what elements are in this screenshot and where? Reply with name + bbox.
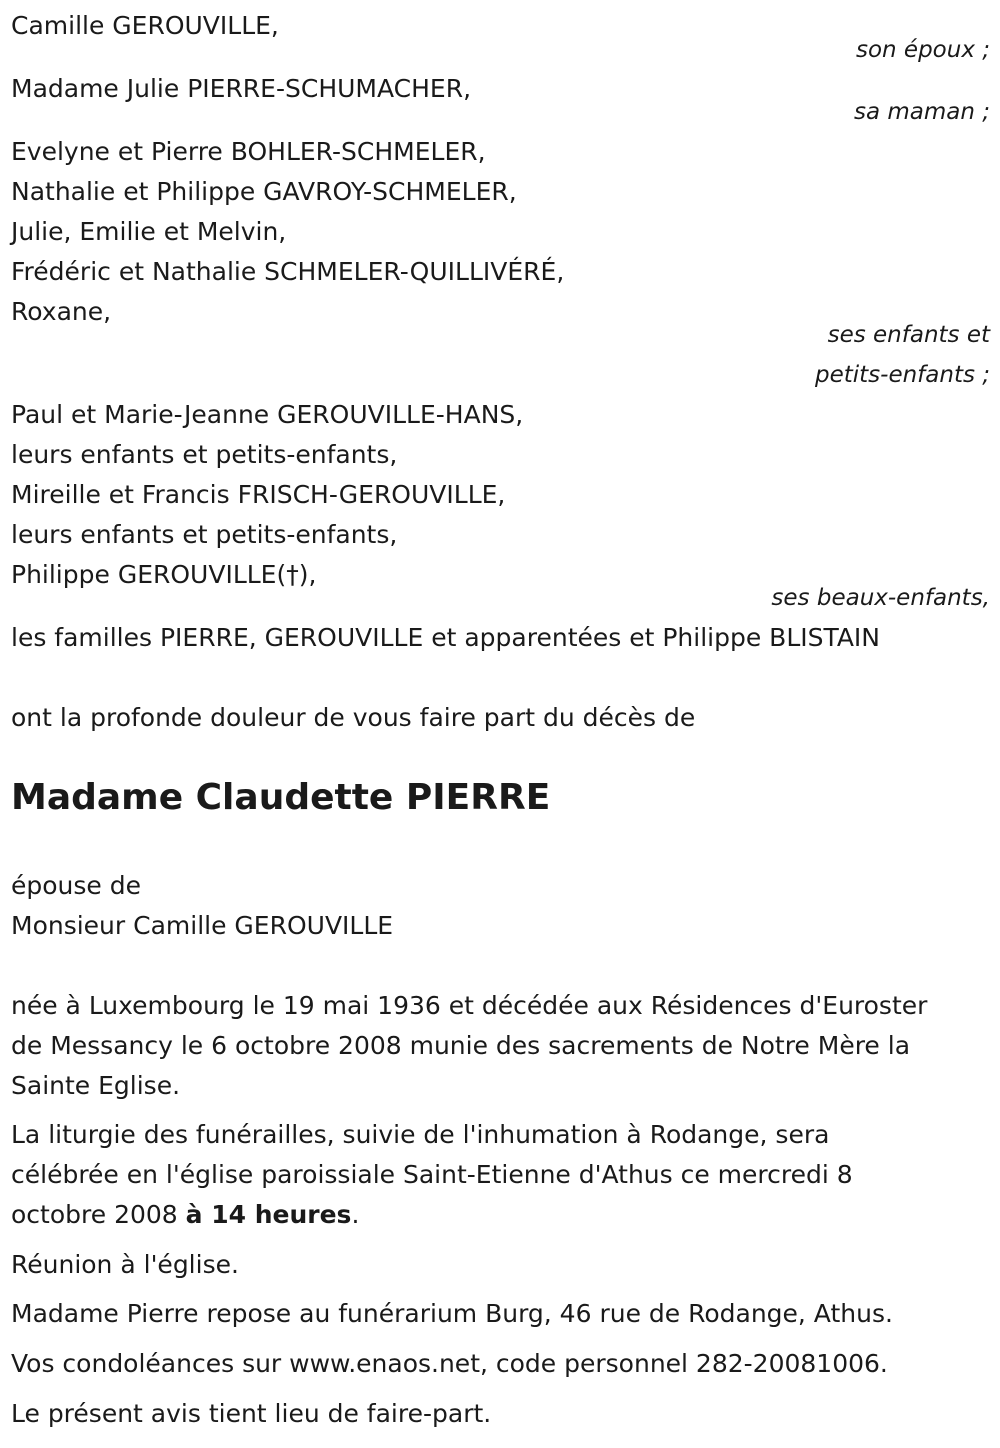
birth-death-line: Sainte Eglise.	[11, 1071, 181, 1100]
stepchild-line: Paul et Marie-Jeanne GEROUVILLE-HANS,	[11, 400, 524, 429]
spouse-role: son époux ;	[855, 37, 990, 63]
notice: Le présent avis tient lieu de faire-part.	[11, 1399, 492, 1428]
mother-name: Madame Julie PIERRE-SCHUMACHER,	[11, 74, 472, 103]
announcement: ont la profonde douleur de vous faire part du décès de	[11, 703, 696, 732]
deceased-name: Madame Claudette PIERRE	[11, 777, 551, 818]
relatives-line: les familles PIERRE, GEROUVILLE et apparentées et Philippe BLISTAIN	[11, 623, 881, 652]
repose: Madame Pierre repose au funérarium Burg, 46 rue de Rodange, Athus.	[11, 1299, 893, 1328]
birth-death-line: de Messancy le 6 octobre 2008 munie des sacrements de Notre Mère la	[11, 1031, 911, 1060]
mother-role: sa maman ;	[853, 99, 990, 125]
children-role-2: petits-enfants ;	[814, 362, 990, 388]
stepchild-line: leurs enfants et petits-enfants,	[11, 440, 398, 469]
deceased-spouse: Monsieur Camille GEROUVILLE	[11, 911, 394, 940]
liturgy-line: La liturgie des funérailles, suivie de l'inhumation à Rodange, sera	[11, 1120, 830, 1149]
liturgy-line: célébrée en l'église paroissiale Saint-Etienne d'Athus ce mercredi 8	[11, 1160, 853, 1189]
reunion: Réunion à l'église.	[11, 1250, 239, 1279]
child-line: Roxane,	[11, 297, 112, 326]
condolences: Vos condoléances sur www.enaos.net, code personnel 282-20081006.	[11, 1349, 888, 1378]
child-line: Evelyne et Pierre BOHLER-SCHMELER,	[11, 137, 486, 166]
birth-death-line: née à Luxembourg le 19 mai 1936 et décédée aux Résidences d'Euroster	[11, 991, 928, 1020]
children-role-1: ses enfants et	[827, 322, 990, 348]
liturgy-time: à 14 heures	[185, 1200, 352, 1229]
child-line: Frédéric et Nathalie SCHMELER-QUILLIVÉRÉ,	[11, 257, 565, 286]
stepchildren-role: ses beaux-enfants,	[771, 585, 990, 611]
child-line: Nathalie et Philippe GAVROY-SCHMELER,	[11, 177, 517, 206]
liturgy-date: octobre 2008	[11, 1200, 186, 1229]
spouse-name: Camille GEROUVILLE,	[11, 11, 279, 40]
stepchild-line: Mireille et Francis FRISCH-GEROUVILLE,	[11, 480, 506, 509]
liturgy-line-last	[11, 1200, 359, 1230]
spouse-label: épouse de	[11, 871, 141, 900]
child-line: Julie, Emilie et Melvin,	[11, 217, 287, 246]
liturgy-period: .	[351, 1200, 360, 1229]
stepchild-line: Philippe GEROUVILLE(†),	[11, 560, 317, 589]
stepchild-line: leurs enfants et petits-enfants,	[11, 520, 398, 549]
